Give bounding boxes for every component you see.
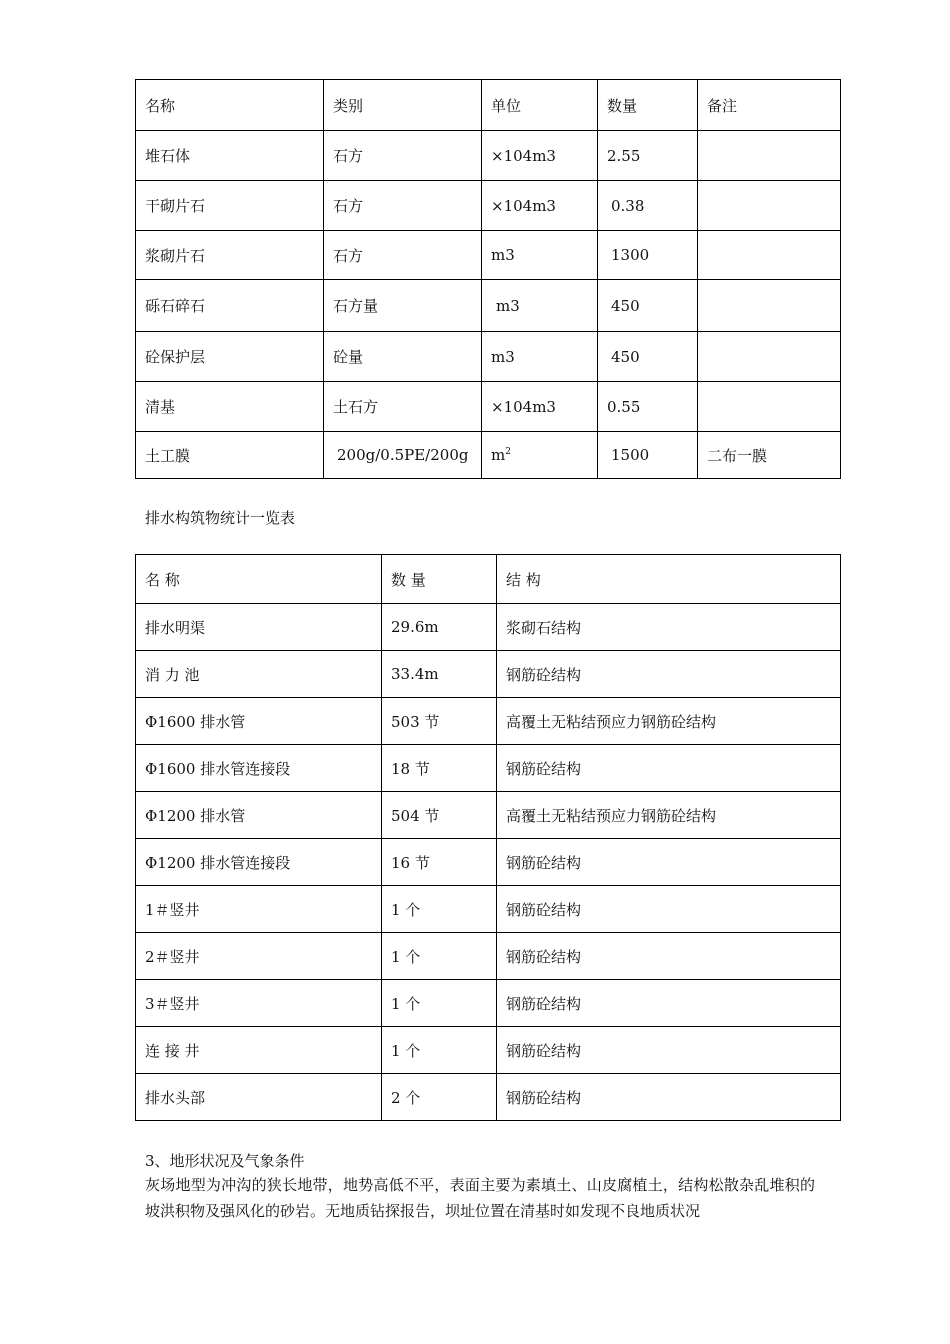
- table-row: [136, 933, 841, 980]
- header-cell: 结 构: [497, 555, 841, 604]
- table-cell: 石方: [324, 231, 482, 280]
- table-cell: 砾石碎石: [136, 280, 324, 332]
- header-cell: 备注: [698, 80, 841, 131]
- table-cell: 1500: [598, 432, 698, 479]
- table-row: [136, 792, 841, 839]
- table-header-row: [136, 80, 841, 131]
- table-cell: 钢筋砼结构: [497, 1074, 841, 1121]
- table-cell: m3: [482, 332, 598, 382]
- table-cell: Φ1200 排水管连接段: [136, 839, 382, 886]
- table-cell: 16 节: [382, 839, 497, 886]
- header-cell: 数量: [598, 80, 698, 131]
- table-cell: [698, 382, 841, 432]
- table-cell: 高覆土无粘结预应力钢筋砼结构: [497, 698, 841, 745]
- table-cell: 石方: [324, 181, 482, 231]
- table-row: [136, 980, 841, 1027]
- header-cell: 单位: [482, 80, 598, 131]
- table-row: [136, 651, 841, 698]
- table-row: [136, 745, 841, 792]
- table-row: [136, 886, 841, 933]
- table-cell: 浆砌石结构: [497, 604, 841, 651]
- table-cell: 504 节: [382, 792, 497, 839]
- table-cell: [698, 181, 841, 231]
- table-row: [136, 698, 841, 745]
- table-cell: 0.38: [598, 181, 698, 231]
- table-cell: 连 接 井: [136, 1027, 382, 1074]
- table-cell: [698, 280, 841, 332]
- header-cell: 类别: [324, 80, 482, 131]
- unit-text: m: [491, 446, 506, 464]
- table-cell: 3＃竖井: [136, 980, 382, 1027]
- table-cell: 1＃竖井: [136, 886, 382, 933]
- table-row: [136, 280, 841, 332]
- table-cell: 450: [598, 332, 698, 382]
- table-cell: Φ1200 排水管: [136, 792, 382, 839]
- table-cell: ×104m3: [482, 131, 598, 181]
- table-row: [136, 231, 841, 280]
- table-cell: 石方: [324, 131, 482, 181]
- table-cell: 二布一膜: [698, 432, 841, 479]
- table-cell: 砼保护层: [136, 332, 324, 382]
- header-cell: 名 称: [136, 555, 382, 604]
- table-cell: 0.55: [598, 382, 698, 432]
- table-cell: 钢筋砼结构: [497, 980, 841, 1027]
- materials-table: [135, 79, 841, 479]
- table-header-row: [136, 555, 841, 604]
- table-cell: 排水明渠: [136, 604, 382, 651]
- table-row: [136, 181, 841, 231]
- table-cell: 石方量: [324, 280, 482, 332]
- table-cell: 1 个: [382, 980, 497, 1027]
- table-cell: 503 节: [382, 698, 497, 745]
- table-cell: 钢筋砼结构: [497, 745, 841, 792]
- table-cell: 高覆土无粘结预应力钢筋砼结构: [497, 792, 841, 839]
- table-cell: [698, 131, 841, 181]
- table-cell: 钢筋砼结构: [497, 839, 841, 886]
- table-cell: 钢筋砼结构: [497, 651, 841, 698]
- table-cell: 钢筋砼结构: [497, 886, 841, 933]
- table-cell: 浆砌片石: [136, 231, 324, 280]
- header-cell: 名称: [136, 80, 324, 131]
- unit-superscript: 2: [505, 447, 511, 457]
- table-row: [136, 839, 841, 886]
- table-row: [136, 332, 841, 382]
- table-cell: 450: [598, 280, 698, 332]
- table-cell: ×104m3: [482, 181, 598, 231]
- table-title: 排水构筑物统计一览表: [145, 509, 296, 527]
- table-cell: 排水头部: [136, 1074, 382, 1121]
- table-cell: m3: [482, 231, 598, 280]
- table-cell: 堆石体: [136, 131, 324, 181]
- table-cell: 1300: [598, 231, 698, 280]
- table-cell: 29.6m: [382, 604, 497, 651]
- table-cell: 钢筋砼结构: [497, 933, 841, 980]
- table-cell: 1 个: [382, 1027, 497, 1074]
- table-cell: 2＃竖井: [136, 933, 382, 980]
- table-cell: 土工膜: [136, 432, 324, 479]
- table-cell: 33.4m: [382, 651, 497, 698]
- table-cell: 砼量: [324, 332, 482, 382]
- table-row: [136, 1074, 841, 1121]
- table-cell: m3: [482, 280, 598, 332]
- table-cell: [482, 432, 598, 479]
- section-heading: 3、地形状况及气象条件: [145, 1152, 305, 1170]
- table-cell: 2.55: [598, 131, 698, 181]
- table-row: [136, 1027, 841, 1074]
- table-cell: 1 个: [382, 933, 497, 980]
- table-cell: 钢筋砼结构: [497, 1027, 841, 1074]
- table-cell: ×104m3: [482, 382, 598, 432]
- table-cell: [698, 231, 841, 280]
- table-cell: 干砌片石: [136, 181, 324, 231]
- table-cell: Φ1600 排水管: [136, 698, 382, 745]
- table-row: [136, 382, 841, 432]
- table-cell: 200g/0.5PE/200g: [324, 432, 482, 479]
- section-paragraph: 灰场地型为冲沟的狭长地带，地势高低不平，表面主要为素填土、山皮腐植土，结构松散杂乱堆积的坡洪积物及强风化的砂岩。无地质钻探报告，坝址位置在清基时如发现不良地质状况: [145, 1176, 815, 1220]
- header-cell: 数 量: [382, 555, 497, 604]
- table-cell: 清基: [136, 382, 324, 432]
- table-cell: 1 个: [382, 886, 497, 933]
- table-cell: 消 力 池: [136, 651, 382, 698]
- table-cell: 2 个: [382, 1074, 497, 1121]
- table-cell: Φ1600 排水管连接段: [136, 745, 382, 792]
- table-cell: [698, 332, 841, 382]
- table-cell: 18 节: [382, 745, 497, 792]
- table-row: [136, 131, 841, 181]
- drainage-structures-table: [135, 554, 841, 1121]
- table-row: [136, 432, 841, 479]
- table-cell: 土石方: [324, 382, 482, 432]
- table-row: [136, 604, 841, 651]
